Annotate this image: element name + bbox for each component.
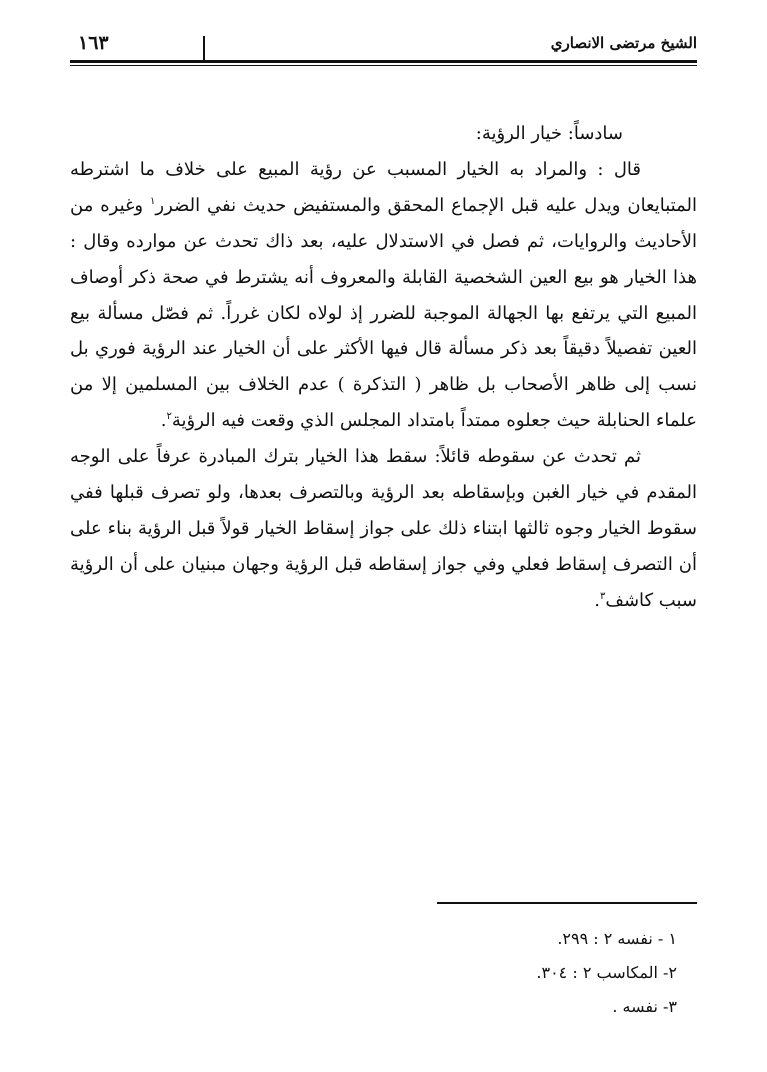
section-heading: سادساً: خيار الرؤية: (475, 123, 623, 144)
footnote-item: ١ - نفسه ٢ : ٢٩٩. (557, 929, 677, 948)
running-title: الشيخ مرتضى الانصاري (550, 34, 697, 52)
paragraph-2-text: ثم تحدث عن سقوطه قائلاً: سقط هذا الخيار بترك المبادرة عرفاً على الوجه المقدم في خيار الغبن وبإسقاطه بعد الرؤية وبالتصرف بعدها، ولو تصرف قبلها ففي سقوط الخيار وجوه ثالثها ابتناء ذلك على جواز إسقاط الخيار قولاً قبل الرؤية بناء على أن التصرف إسقاط فعلي وفي جواز إسقاطه قبل الرؤية وجهان مبنيان على أن الرؤية سبب كاشف (70, 446, 697, 611)
main-text (70, 116, 697, 619)
footnote-item: ٢- المكاسب ٢ : ٣٠٤. (536, 963, 677, 982)
footnote-separator (437, 902, 697, 904)
paragraph-1-end: . (160, 410, 167, 432)
footnote-item: ٣- نفسه . (612, 997, 677, 1016)
paragraph-1 (70, 152, 697, 439)
header-divider-tick (203, 36, 205, 60)
paragraph-2 (70, 439, 697, 619)
header-rule-thick (70, 60, 697, 63)
page-header (70, 30, 697, 62)
paragraph-2-end: . (594, 589, 600, 611)
footnote-marker-1: ١ (150, 195, 156, 207)
footnotes (437, 922, 677, 1024)
paragraph-1-text-a: قال : والمراد به الخيار المسبب عن رؤية المبيع على خلاف ما اشترطه المتبايعان ويدل عليه قبل الإجماع المحقق والمستفيض حديث نفي الضرر (70, 158, 697, 216)
footnote-marker-3: ٣ (599, 590, 606, 602)
page-number: ١٦٣ (78, 32, 109, 54)
header-rule-thin (70, 65, 697, 66)
paragraph-1-text-b: وغيره من الأحاديث والروايات، ثم فصل في الاستدلال عليه، بعد ذاك تحدث عن موارده وقال : هذا الخيار هو بيع العين الشخصية القابلة والمعروف أنه يشترط في صحة ذكر أوصاف المبيع التي يرتفع بها الجهالة الموجبة للضرر إذ لولاه لكان غرراً. ثم فصّل مسألة بيع العين تفصيلاً دقيقاً بعد ذكر مسألة قال فيها الأكثر على أن الخيار عند الرؤية فوري بل نسب إلى ظاهر الأصحاب بل ظاهر ( التذكرة ) عدم الخلاف بين المسلمين إلا من علماء الحنابلة حيث جعلوه ممتداً بامتداد المجلس الذي وقعت فيه الرؤية (70, 194, 697, 432)
footnote-marker-2: ٢ (166, 411, 172, 423)
